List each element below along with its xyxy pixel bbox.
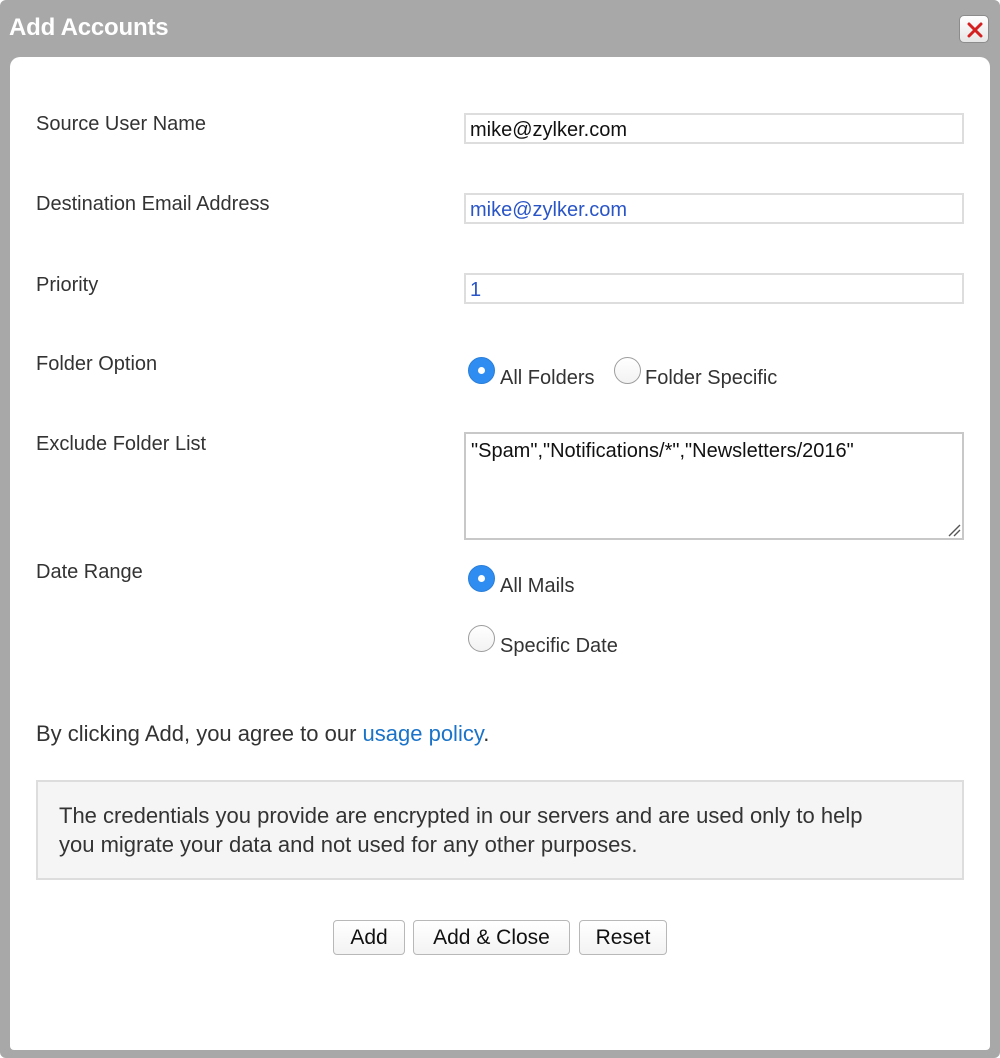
destination-email-label: Destination Email Address bbox=[36, 193, 270, 215]
date-range-label: Date Range bbox=[36, 561, 143, 583]
all-folders-label[interactable]: All Folders bbox=[500, 367, 595, 389]
folder-option-label: Folder Option bbox=[36, 353, 158, 375]
priority-value: 1 bbox=[470, 279, 482, 301]
destination-email-value: mike@zylker.com bbox=[470, 199, 627, 221]
agreement-prefix: By clicking Add, you agree to our bbox=[36, 721, 363, 746]
resize-grip-icon[interactable] bbox=[947, 523, 961, 537]
exclude-folder-list-textarea[interactable] bbox=[464, 432, 964, 540]
add-close-button[interactable]: Add & Close bbox=[413, 920, 570, 955]
priority-input[interactable] bbox=[464, 273, 964, 304]
usage-agreement-text bbox=[36, 721, 489, 747]
all-mails-radio[interactable] bbox=[468, 565, 495, 592]
close-button[interactable] bbox=[959, 15, 989, 43]
add-button[interactable]: Add bbox=[333, 920, 405, 955]
exclude-folder-list-label: Exclude Folder List bbox=[36, 433, 207, 455]
source-user-name-value: mike@zylker.com bbox=[470, 119, 627, 141]
source-user-name-label: Source User Name bbox=[36, 113, 207, 135]
close-icon bbox=[967, 22, 983, 38]
folder-specific-label[interactable]: Folder Specific bbox=[645, 367, 778, 389]
agreement-suffix: . bbox=[483, 721, 490, 746]
all-folders-radio[interactable] bbox=[468, 357, 495, 384]
priority-label: Priority bbox=[36, 274, 99, 296]
usage-policy-link[interactable]: usage policy bbox=[362, 721, 484, 746]
specific-date-radio[interactable] bbox=[468, 625, 495, 652]
notice-line-1: The credentials you provide are encrypted in our servers and are used only to help bbox=[59, 803, 863, 828]
notice-line-2: you migrate your data and not used for any other purposes. bbox=[59, 832, 638, 857]
specific-date-label[interactable]: Specific Date bbox=[500, 635, 618, 657]
all-mails-label[interactable]: All Mails bbox=[500, 575, 575, 597]
credentials-notice bbox=[36, 780, 964, 880]
exclude-folder-list-value: "Spam","Notifications/*","Newsletters/2016" bbox=[471, 440, 854, 462]
dialog-title-bar[interactable] bbox=[0, 0, 1000, 58]
dialog-title: Add Accounts bbox=[9, 14, 169, 41]
folder-specific-radio[interactable] bbox=[614, 357, 641, 384]
destination-email-input[interactable] bbox=[464, 193, 964, 224]
reset-button[interactable]: Reset bbox=[579, 920, 667, 955]
source-user-name-input[interactable] bbox=[464, 113, 964, 144]
